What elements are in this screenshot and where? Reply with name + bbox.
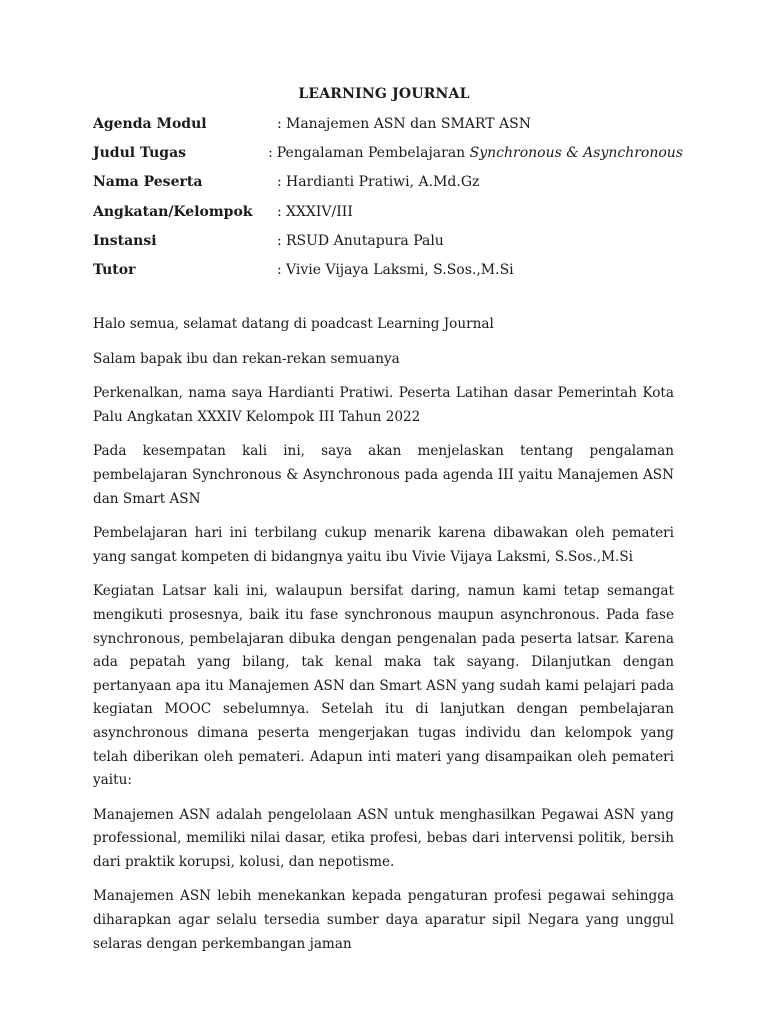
meta-label: Instansi xyxy=(93,232,157,249)
meta-label: Angkatan/Kelompok xyxy=(93,203,253,220)
document-title: LEARNING JOURNAL xyxy=(298,86,470,102)
paragraph-topic: Pada kesempatan kali ini, saya akan menjelaskan tentang pengalaman pembelajaran Synchronous & Asynchronous pada agenda III yaitu Manajemen ASN dan Smart ASN xyxy=(93,443,674,507)
paragraph-activity: Kegiatan Latsar kali ini, walaupun bersifat daring, namun kami tetap semangat mengikuti prosesnya, baik itu fase synchronous maupun asynchronous. Pada fase synchronous, pembelajaran dibuka dengan pengenalan pada peserta latsar. Karena ada pepatah yang bilang, tak kenal maka tak sayang. Dilanjutkan dengan pertanyaan apa itu Manajemen ASN dan Smart ASN yang sudah kami pelajari pada kegiatan MOOC sebelumnya. Setelah itu di lanjutkan dengan pembelajaran asynchronous dimana peserta mengerjakan tugas individu dan kelompok yang telah diberikan oleh pemateri. Adapun inti materi yang disampaikan oleh pemateri yaitu: xyxy=(93,583,674,789)
meta-label: Judul Tugas xyxy=(93,145,187,162)
meta-separator: : xyxy=(277,232,282,249)
document-body xyxy=(93,313,674,967)
meta-value: Manajemen ASN dan SMART ASN xyxy=(286,116,531,132)
meta-value-italic: Synchronous & Asynchronous xyxy=(469,145,683,162)
paragraph-greeting: Halo semua, selamat datang di poadcast Learning Journal xyxy=(93,316,494,332)
paragraph-emphasis: Manajemen ASN lebih menekankan kepada pengaturan profesi pegawai sehingga diharapkan agar selalu tersedia sumber daya aparatur sipil Negara yang unggul selaras dengan perkembangan jaman xyxy=(93,888,674,952)
paragraph-speaker: Pembelajaran hari ini terbilang cukup menarik karena dibawakan oleh pemateri yang sangat kompeten di bidangnya yaitu ibu Vivie Vijaya Laksmi, S.Sos.,M.Si xyxy=(93,525,674,565)
meta-label: Agenda Modul xyxy=(93,116,207,132)
meta-value: XXXIV/III xyxy=(286,203,353,220)
meta-separator: : xyxy=(277,261,282,278)
meta-separator: : xyxy=(277,203,282,220)
meta-separator: : xyxy=(277,174,282,191)
meta-table xyxy=(93,113,683,288)
paragraph-introduction: Perkenalkan, nama saya Hardianti Pratiwi. Peserta Latihan dasar Pemerintah Kota Palu Angkatan XXXIV Kelompok III Tahun 2022 xyxy=(93,385,674,425)
meta-value: RSUD Anutapura Palu xyxy=(286,232,444,249)
paragraph-definition: Manajemen ASN adalah pengelolaan ASN untuk menghasilkan Pegawai ASN yang professional, memiliki nilai dasar, etika profesi, bebas dari intervensi politik, bersih dari praktik korupsi, kolusi, dan nepotisme. xyxy=(93,806,674,870)
meta-row-agenda xyxy=(93,113,683,142)
meta-row-nama xyxy=(93,171,683,200)
meta-row-judul xyxy=(93,142,683,171)
meta-row-angkatan xyxy=(93,201,683,230)
meta-separator: : xyxy=(277,116,282,132)
paragraph-salam: Salam bapak ibu dan rekan-rekan semuanya xyxy=(93,350,400,367)
meta-value: Hardianti Pratiwi, A.Md.Gz xyxy=(286,174,480,191)
meta-value-text: Pengalaman Pembelajaran xyxy=(276,145,470,162)
meta-label: Tutor xyxy=(93,261,136,278)
meta-row-instansi xyxy=(93,230,683,259)
meta-label: Nama Peserta xyxy=(93,174,203,191)
meta-value xyxy=(277,142,683,164)
meta-row-tutor xyxy=(93,259,683,288)
meta-value: Vivie Vijaya Laksmi, S.Sos.,M.Si xyxy=(286,261,514,278)
meta-separator: : xyxy=(268,145,273,162)
